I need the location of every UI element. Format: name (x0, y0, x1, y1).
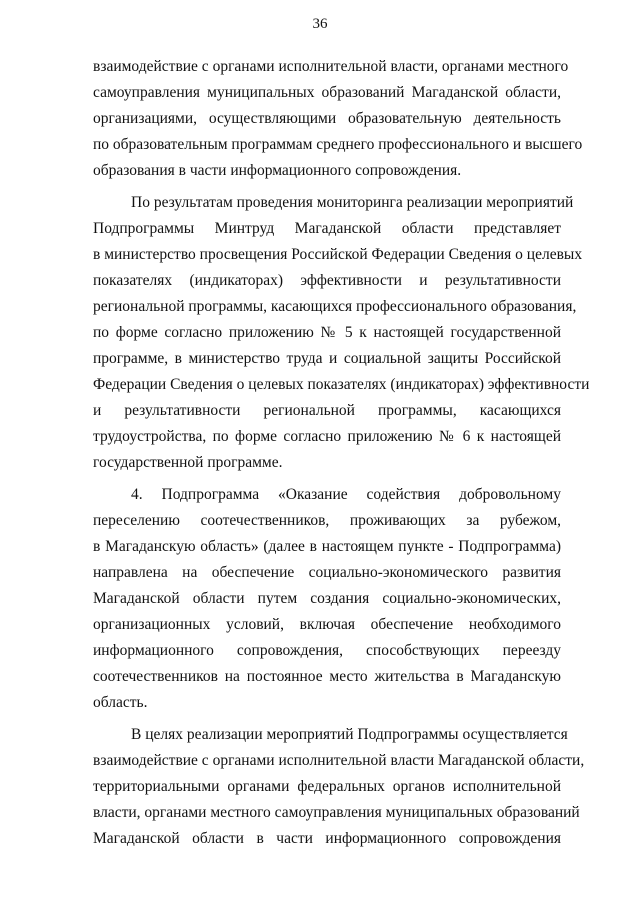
paragraph-p2 (93, 190, 590, 476)
text-line: информационного сопровождения, способствующих переезду (93, 642, 561, 659)
text-line: Подпрограммы Минтруд Магаданской области представляет (93, 220, 561, 237)
text-line: региональной программы, касающихся профессионального образования, (93, 298, 577, 315)
text-line: по форме согласно приложению № 5 к настоящей государственной (93, 324, 561, 341)
paragraph-p1 (93, 54, 583, 184)
text-line: соотечественников на постоянное место жительства в Магаданскую (93, 668, 561, 685)
text-line: программе, в министерство труда и социальной защиты Российской (93, 350, 561, 367)
text-line: в Магаданскую область» (далее в настоящем пункте - Подпрограмма) (93, 538, 561, 555)
text-line: взаимодействие с органами исполнительной власти Магаданской области, (93, 752, 585, 769)
text-line: образования в части информационного сопровождения. (93, 162, 462, 179)
text-line: Федерации Сведения о целевых показателях (индикаторах) эффективности (93, 376, 590, 393)
page-number: 36 (312, 16, 328, 32)
text-line: направлена на обеспечение социально-экономического развития (93, 564, 561, 581)
text-line: власти, органами местного самоуправления муниципальных образований (93, 804, 580, 821)
text-line: самоуправления муниципальных образований Магаданской области, (93, 84, 561, 101)
text-line: и результативности региональной программы, касающихся (93, 402, 561, 419)
text-line: территориальными органами федеральных органов исполнительной (93, 778, 561, 795)
paragraph-p3 (93, 482, 561, 716)
text-line: область. (93, 694, 148, 711)
text-line: 4. Подпрограмма «Оказание содействия добровольному (131, 486, 561, 503)
text-line: по образовательным программам среднего профессионального и высшего (93, 136, 583, 153)
text-line: переселению соотечественников, проживающих за рубежом, (93, 512, 561, 529)
text-line: показателях (индикаторах) эффективности и результативности (93, 272, 561, 289)
text-line: взаимодействие с органами исполнительной власти, органами местного (93, 58, 569, 75)
text-line: организационных условий, включая обеспечение необходимого (93, 616, 561, 633)
text-line: По результатам проведения мониторинга реализации мероприятий (131, 194, 574, 211)
text-line: трудоустройства, по форме согласно приложению № 6 к настоящей (93, 428, 561, 445)
paragraph-p4 (93, 722, 585, 852)
text-line: организациями, осуществляющими образовательную деятельность (93, 110, 561, 127)
text-line: Магаданской области в части информационного сопровождения (93, 830, 561, 847)
text-line: в министерство просвещения Российской Федерации Сведения о целевых (93, 246, 583, 263)
text-line: государственной программе. (93, 454, 283, 471)
text-line: Магаданской области путем создания социально-экономических, (93, 590, 561, 607)
document-body (93, 54, 590, 852)
text-line: В целях реализации мероприятий Подпрограммы осуществляется (131, 726, 568, 743)
